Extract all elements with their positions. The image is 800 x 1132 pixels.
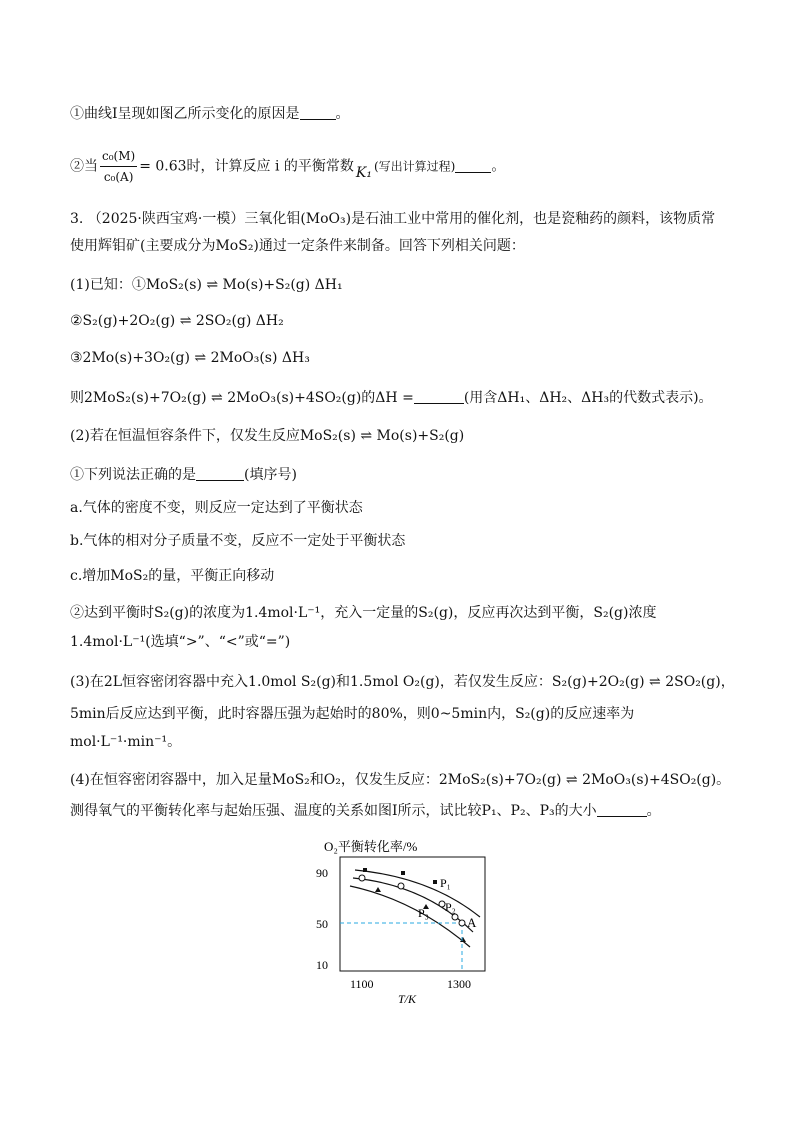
plot-frame bbox=[340, 857, 485, 971]
x-tick-1300: 1300 bbox=[447, 977, 471, 991]
k1-symbol: K₁ bbox=[355, 164, 372, 181]
part2-q2-text: 1.4mol·L⁻¹(选填“>”、“<”或“=”) bbox=[70, 634, 291, 650]
q2-sub1 bbox=[70, 104, 350, 124]
marker-p2 bbox=[359, 875, 365, 881]
marker-p2 bbox=[398, 883, 404, 889]
option-c: c.增加MoS₂的量，平衡正向移动 bbox=[70, 568, 275, 584]
part2-q1 bbox=[70, 465, 297, 485]
part2-q2-line2 bbox=[70, 632, 290, 652]
part3-line2: 5min后反应达到平衡，此时容器压强为起始时的80%，则0~5min内，S₂(g)的反应速率为 bbox=[70, 706, 635, 722]
q2-sub2 bbox=[70, 146, 505, 187]
q2-sub1-text: ①曲线Ⅰ呈现如图乙所示变化的原因是 bbox=[70, 106, 300, 122]
point-a-marker bbox=[459, 920, 465, 926]
y-tick-90: 90 bbox=[316, 866, 328, 880]
part4-line2 bbox=[70, 801, 661, 821]
y-axis-label: O₂平衡转化率/% bbox=[324, 839, 418, 854]
answer-blank[interactable] bbox=[196, 466, 244, 481]
part2-q1-end: (填序号) bbox=[244, 467, 297, 483]
question-3-title: 3. （2025·陕西宝鸡·一模）三氧化钼(MoO₃)是石油工业中常用的催化剂，也是瓷釉药的颜料，该物质常 bbox=[70, 211, 716, 227]
label-p3: P₃ bbox=[418, 906, 429, 920]
part1-question bbox=[70, 388, 713, 408]
conversion-rate-figure bbox=[290, 835, 500, 1005]
answer-blank[interactable] bbox=[455, 158, 491, 173]
answer-blank[interactable] bbox=[597, 802, 647, 817]
marker-p1 bbox=[433, 880, 437, 884]
part3-line1: (3)在2L恒容密闭容器中充入1.0mol S₂(g)和1.5mol O₂(g)，若仅发生反应：S₂(g)+2O₂(g) ⇌ 2SO₂(g)， bbox=[70, 674, 735, 690]
x-tick-1100: 1100 bbox=[350, 977, 374, 991]
option-a: a.气体的密度不变，则反应一定达到了平衡状态 bbox=[70, 500, 363, 516]
part1-question-end: (用含ΔH₁、ΔH₂、ΔH₃的代数式表示)。 bbox=[463, 390, 713, 406]
q2-sub2-note: (写出计算过程) bbox=[374, 159, 456, 174]
part2-q2-line1: ②达到平衡时S₂(g)的浓度为1.4mol·L⁻¹，充入一定量的S₂(g)，反应再次达到平衡，S₂(g)浓度 bbox=[70, 605, 657, 621]
y-tick-50: 50 bbox=[316, 917, 328, 931]
label-p1: P₁ bbox=[440, 876, 451, 890]
concentration-fraction bbox=[100, 146, 137, 187]
part1-question-text: 则2MoS₂(s)+7O₂(g) ⇌ 2MoO₃(s)+4SO₂(g)的ΔH = bbox=[70, 390, 414, 406]
part1-eq1: (1)已知：①MoS₂(s) ⇌ Mo(s)+S₂(g) ΔH₁ bbox=[70, 277, 343, 293]
punct: 。 bbox=[491, 158, 506, 175]
q2-sub2-prefix: ②当 bbox=[70, 158, 98, 175]
marker-p2 bbox=[452, 914, 458, 920]
fraction-denominator: c₀(A) bbox=[103, 170, 134, 184]
marker-p1 bbox=[363, 868, 367, 872]
point-a-label: A bbox=[467, 915, 477, 930]
punct: 。 bbox=[335, 106, 350, 122]
part2-q1-text: ①下列说法正确的是 bbox=[70, 467, 196, 483]
part3-line3: mol·L⁻¹·min⁻¹。 bbox=[70, 734, 182, 750]
part2-title: (2)若在恒温恒容条件下，仅发生反应MoS₂(s) ⇌ Mo(s)+S₂(g) bbox=[70, 428, 465, 444]
marker-p1 bbox=[401, 871, 405, 875]
answer-blank[interactable] bbox=[300, 105, 336, 120]
option-b: b.气体的相对分子质量不变，反应不一定处于平衡状态 bbox=[70, 533, 406, 549]
marker-p3 bbox=[375, 887, 381, 892]
part4-line2-text: 测得氧气的平衡转化率与起始压强、温度的关系如图Ⅰ所示，试比较P₁、P₂、P₃的大小 bbox=[70, 803, 597, 819]
punct: 。 bbox=[646, 803, 661, 819]
part1-eq2: ②S₂(g)+2O₂(g) ⇌ 2SO₂(g) ΔH₂ bbox=[70, 313, 284, 329]
q2-sub2-text: = 0.63时，计算反应 i 的平衡常数 bbox=[139, 158, 354, 175]
x-axis-label: T/K bbox=[398, 992, 417, 1005]
answer-blank[interactable] bbox=[414, 389, 464, 404]
fraction-numerator: c₀(M) bbox=[100, 146, 137, 167]
part4-line1: (4)在恒容密闭容器中，加入足量MoS₂和O₂，仅发生反应：2MoS₂(s)+7O₂(g) ⇌ 2MoO₃(s)+4SO₂(g)。 bbox=[70, 772, 731, 788]
part1-eq3: ③2Mo(s)+3O₂(g) ⇌ 2MoO₃(s) ΔH₃ bbox=[70, 350, 310, 366]
y-tick-10: 10 bbox=[316, 958, 328, 972]
label-p2: P₂ bbox=[445, 900, 456, 914]
question-3-title-cont: 使用辉钼矿(主要成分为MoS₂)通过一定条件来制备。回答下列相关问题： bbox=[70, 238, 525, 254]
